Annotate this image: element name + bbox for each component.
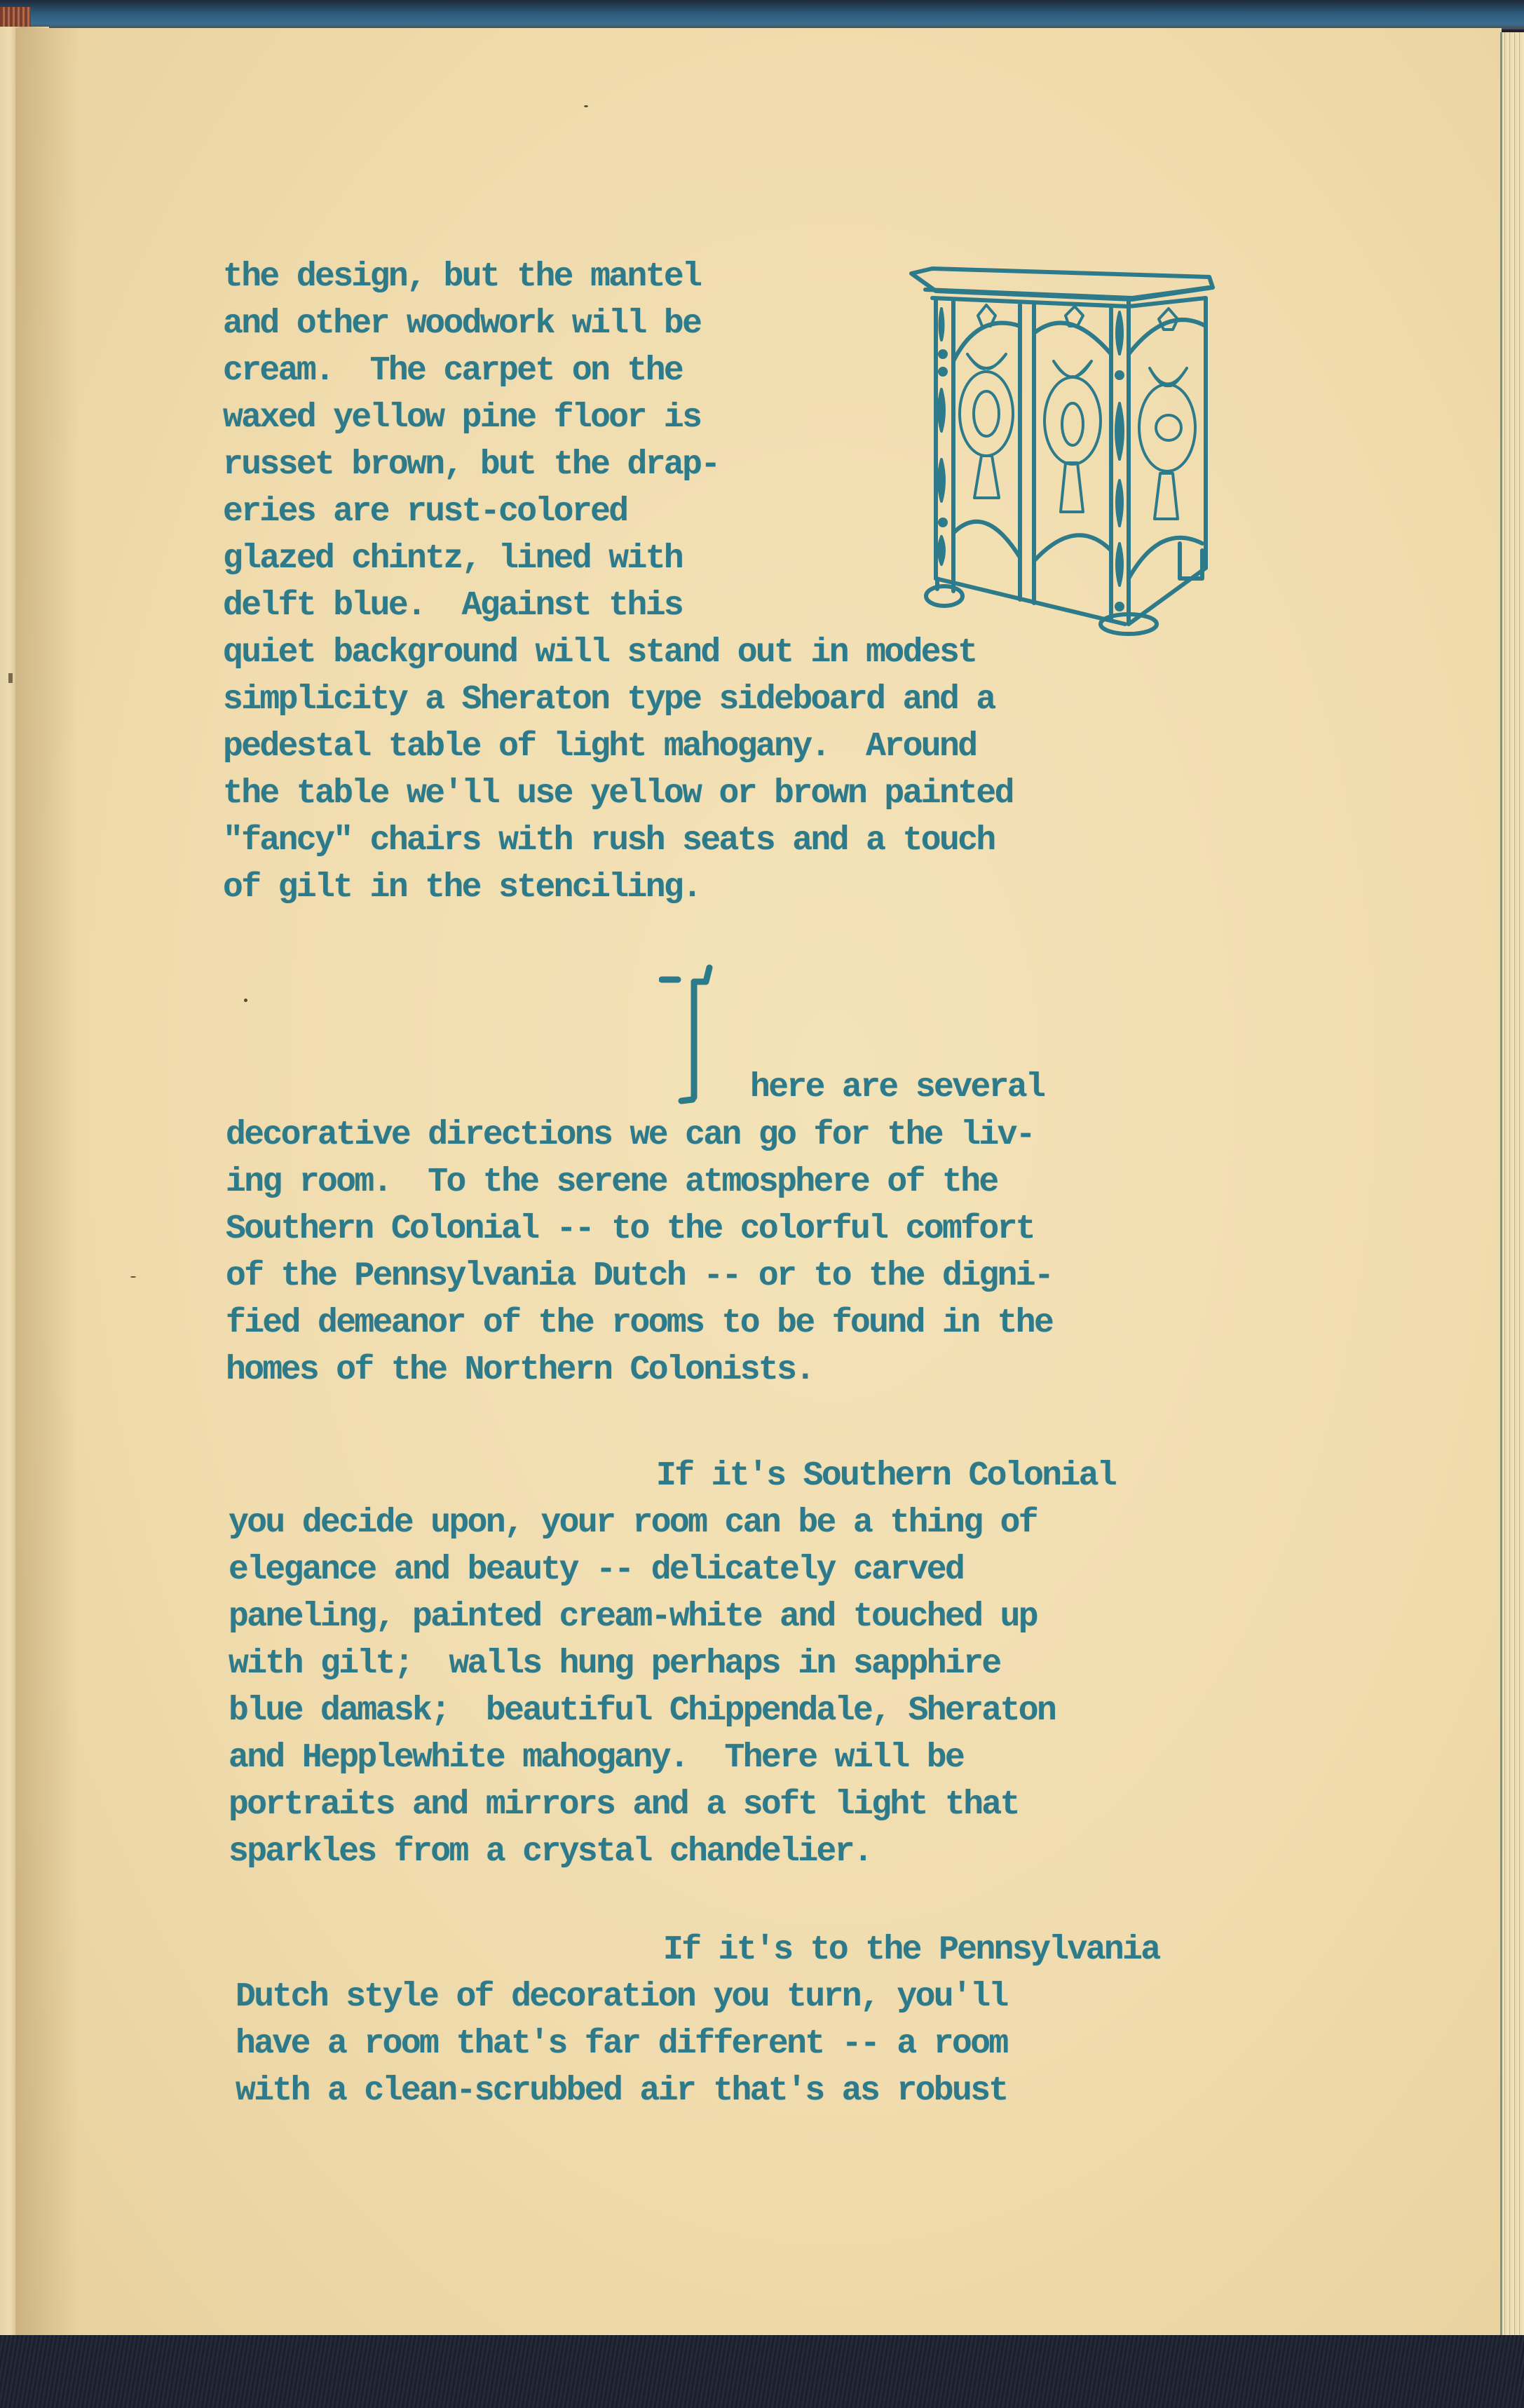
paper-tab [8, 673, 13, 683]
text-line: pedestal table of light mahogany. Around [223, 728, 977, 766]
text-line: have a room that's far different -- a room [236, 2025, 1007, 2063]
paragraph-2-first-line [750, 1064, 1044, 1111]
text-line: paneling, painted cream-white and touched up [229, 1598, 1037, 1636]
text-line: and other woodwork will be [223, 305, 701, 343]
text-line: here are several [750, 1069, 1045, 1107]
paragraph-living-room [226, 1112, 1052, 1394]
paper-speck [244, 999, 247, 1002]
page-fore-edge [1500, 32, 1524, 2346]
text-line: glazed chintz, lined with [223, 540, 683, 578]
text-line: elegance and beauty -- delicately carved [229, 1551, 964, 1589]
text-line: simplicity a Sheraton type sideboard and a [223, 681, 995, 719]
text-line: eries are rust-colored [223, 493, 627, 531]
text-line: the table we'll use yellow or brown painted [223, 775, 1013, 813]
paper-speck [584, 105, 588, 107]
text-line: ing room. To the serene atmosphere of the [226, 1163, 998, 1201]
text-line: delft blue. Against this [223, 587, 683, 625]
paragraph-pennsylvania-dutch [236, 1927, 1159, 2115]
book-cover-bottom [0, 2335, 1524, 2408]
paragraph-southern-colonial [229, 1453, 1115, 1876]
text-line: fied demeanor of the rooms to be found in the [226, 1304, 1053, 1342]
paper-speck [130, 1276, 136, 1278]
text-line: "fancy" chairs with rush seats and a touch [223, 822, 995, 860]
text-line: If it's Southern Colonial [656, 1457, 1116, 1495]
text-line: cream. The carpet on the [223, 352, 683, 390]
paragraph-dining-room [223, 254, 1013, 912]
drop-cap [659, 961, 736, 1108]
text-line: Southern Colonial -- to the colorful comfort [226, 1210, 1035, 1248]
text-line: Dutch style of decoration you turn, you'll [236, 1978, 1007, 2016]
text-line: portraits and mirrors and a soft light that [229, 1786, 1019, 1824]
text-line: with gilt; walls hung perhaps in sapphire [229, 1645, 1000, 1683]
text-line: of the Pennsylvania Dutch -- or to the digni- [226, 1257, 1053, 1295]
text-line: you decide upon, your room can be a thing of [229, 1504, 1037, 1542]
text-line: with a clean-scrubbed air that's as robust [236, 2072, 1007, 2110]
text-line: quiet background will stand out in modest [223, 634, 977, 672]
gutter-shadow [15, 28, 79, 2342]
text-line: and Hepplewhite mahogany. There will be [229, 1739, 964, 1777]
text-line: decorative directions we can go for the liv- [226, 1116, 1035, 1154]
text-line: sparkles from a crystal chandelier. [229, 1833, 872, 1871]
text-line: waxed yellow pine floor is [223, 399, 701, 437]
text-line: blue damask; beautiful Chippendale, Sheraton [229, 1692, 1056, 1730]
text-line: of gilt in the stenciling. [223, 869, 701, 907]
text-line: russet brown, but the drap- [223, 446, 719, 484]
text-line: homes of the Northern Colonists. [226, 1351, 814, 1389]
text-line: the design, but the mantel [223, 258, 701, 296]
book-cover-top [0, 0, 1524, 29]
drop-cap-t-glyph [659, 961, 736, 1108]
text-line: If it's to the Pennsylvania [663, 1931, 1159, 1969]
